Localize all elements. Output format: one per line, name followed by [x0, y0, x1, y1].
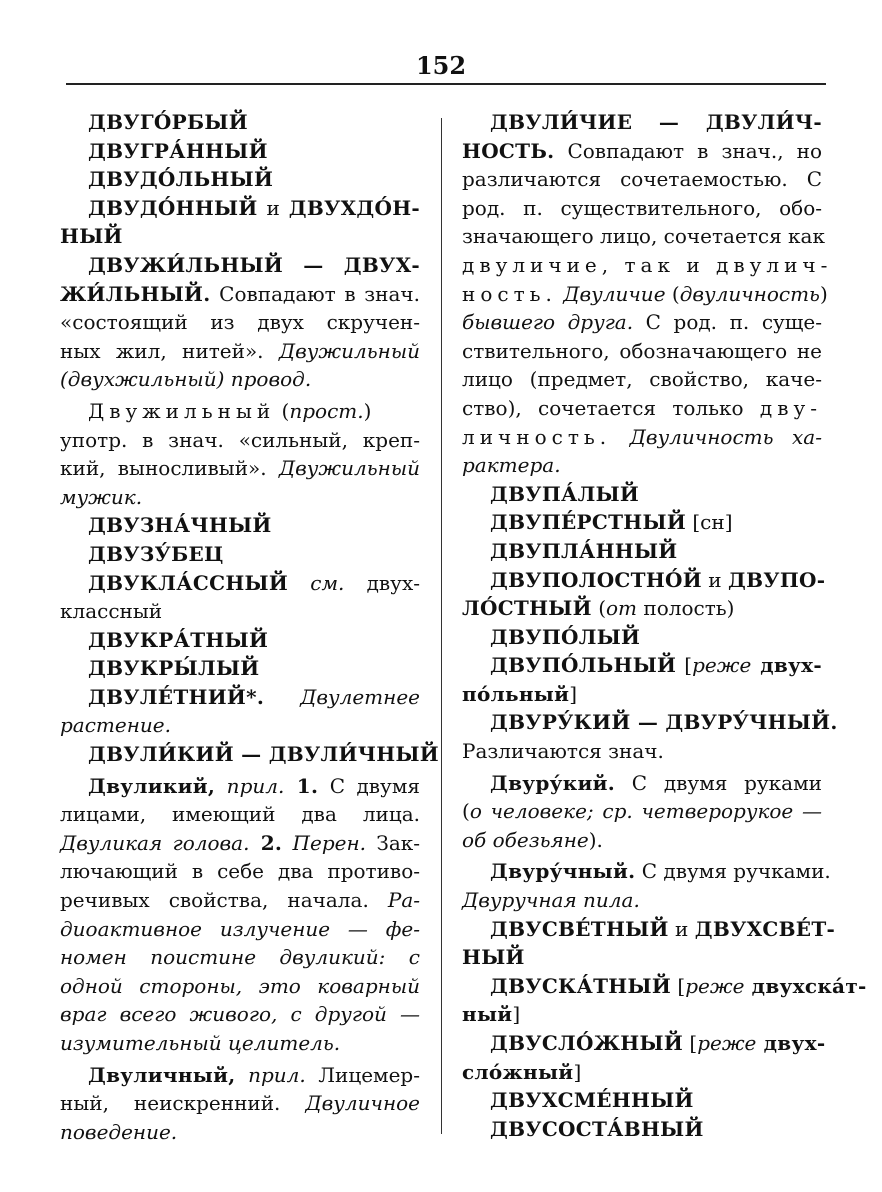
entry-line: ДВУПО́ЛЬНЫЙ [реже двух- — [490, 653, 822, 678]
headword: ДВУДО́ЛЬНЫЙ — [88, 167, 274, 192]
entry-line: личность. Двуличность ха- — [462, 424, 822, 449]
example-line: номен поистине двуликий: с — [60, 945, 420, 970]
example-line: мужик. — [60, 484, 143, 509]
headword: ДВУПО́ЛЫЙ — [490, 624, 641, 649]
entry-line: ный, неискренний. Двуличное — [60, 1091, 420, 1116]
definition-line: «состоящий из двух скручен- — [60, 310, 420, 335]
headword: ДВУЛИ́ЧИЕ — ДВУЛИ́Ч- — [490, 110, 822, 134]
entry-line: ДВУСВЕ́ТНЫЙ и ДВУХСВЕ́Т- — [490, 916, 836, 941]
headword: ДВУХСМЕ́ННЫЙ — [490, 1088, 694, 1113]
column-divider — [441, 118, 442, 1134]
example-line: враг всего живого, с другой — — [60, 1002, 420, 1027]
definition-line: различаются сочетаемостью. С — [462, 167, 822, 192]
entry-line: ДВУДО́ННЫЙ и ДВУХДО́Н- — [88, 195, 420, 220]
headword: ДВУСОСТА́ВНЫЙ — [490, 1116, 704, 1141]
headword: НЫЙ — [462, 945, 525, 970]
example-line: поведение. — [60, 1119, 178, 1144]
entry-line: речивых свойства, начала. Ра- — [60, 888, 420, 913]
headword: ДВУПА́ЛЫЙ — [490, 481, 640, 506]
definition-line: лицами, имеющий два лица. — [60, 802, 420, 827]
definition-line: употр. в знач. «сильный, креп- — [60, 427, 420, 452]
entry-line: ЛО́СТНЫЙ (от полость) — [462, 596, 735, 621]
example-line: рактера. — [462, 453, 561, 478]
entry-line: кий, выносливый». Двужильный — [60, 456, 420, 481]
entry-line: (о человеке; ср. четверорукое — — [462, 799, 822, 824]
definition-line: род. п. существительного, обо- — [462, 195, 822, 220]
headword: ДВУЖИ́ЛЬНЫЙ — ДВУХ- — [88, 252, 420, 277]
right-column — [462, 108, 867, 1143]
entry-line: Двуру́чный. С двумя ручками. — [490, 859, 831, 884]
example-line: изумительный целитель. — [60, 1031, 341, 1055]
example-line: одной стороны, это коварный — [60, 973, 420, 998]
example-line: Двуручная пила. — [462, 888, 640, 913]
entry-line: Двуликая голова. 2. Перен. Зак- — [60, 830, 420, 855]
headword: ДВУЗНА́ЧНЫЙ — [88, 513, 272, 538]
example-line: диоактивное излучение — фе- — [60, 916, 420, 941]
entry-line: бывшего друга. С род. п. суще- — [462, 310, 822, 335]
definition-line: классный — [60, 599, 163, 624]
entry-line: двуличие, так и двулич- — [462, 252, 833, 277]
entry-line: Двужильный (прост.) — [88, 398, 372, 423]
headword: ДВУЗУ́БЕЦ — [88, 541, 224, 566]
headword: ДВУКРА́ТНЫЙ — [88, 627, 269, 652]
entry-line: Двуличный, прил. Лицемер- — [88, 1062, 420, 1087]
header-rule — [66, 83, 826, 85]
entry-line: ДВУСЛО́ЖНЫЙ [реже двух- — [490, 1031, 826, 1055]
page-number: 152 — [415, 51, 467, 80]
headword: ДВУПЛА́ННЫЙ — [490, 538, 678, 563]
headword: ДВУГО́РБЫЙ — [88, 110, 248, 134]
entry-line: Двуру́кий. С двумя руками — [490, 770, 822, 795]
headword: НЫЙ — [60, 224, 123, 249]
example-line: (двухжильный) провод. — [60, 367, 312, 392]
entry-line: об обезьяне). — [462, 827, 603, 852]
left-column — [60, 108, 439, 1146]
definition-line: лицо (предмет, свойство, каче- — [462, 367, 822, 392]
definition-line: Различаются знач. — [462, 739, 664, 764]
definition-line: лючающий в себе два противо- — [60, 859, 420, 884]
entry-line: ЖИ́ЛЬНЫЙ. Совпадают в знач. — [60, 281, 420, 306]
entry-line: ДВУКЛА́ССНЫЙ см. двух- — [88, 570, 420, 595]
entry-line: ДВУПЕ́РСТНЫЙ [сн] — [490, 510, 733, 535]
definition-line: ствительного, обозначающего не — [462, 338, 822, 363]
definition-line: значающего лицо, сочетается как — [462, 224, 825, 249]
entry-line: ство), сочетается только дву- — [462, 395, 822, 420]
entry-line: ДВУЛЕ́ТНИЙ*. Двулетнее — [88, 684, 420, 709]
headword: ДВУГРА́ННЫЙ — [88, 138, 268, 163]
entry-line: сло́жный] — [462, 1059, 582, 1084]
entry-line: ность. Двуличие (двуличность) — [462, 281, 828, 306]
entry-line: ный] — [462, 1002, 521, 1027]
entry-line: ДВУСКА́ТНЫЙ [реже двухска́т- — [490, 973, 867, 998]
entry-line: ных жил, нитей». Двужильный — [60, 338, 420, 363]
example-line: растение. — [60, 713, 171, 738]
entry-line: по́льный] — [462, 681, 578, 706]
entry-line: ДВУПОЛОСТНО́Й и ДВУПО- — [490, 567, 826, 592]
headword: ДВУРУ́КИЙ — ДВУРУ́ЧНЫЙ. — [490, 710, 838, 735]
entry-line: Двуликий, прил. 1. С двумя — [88, 773, 420, 798]
headword: ДВУКРЫ́ЛЫЙ — [88, 656, 260, 681]
entry-line: НОСТЬ. Совпадают в знач., но — [462, 138, 822, 163]
headword: ДВУЛИ́КИЙ — ДВУЛИ́ЧНЫЙ — [88, 742, 439, 767]
